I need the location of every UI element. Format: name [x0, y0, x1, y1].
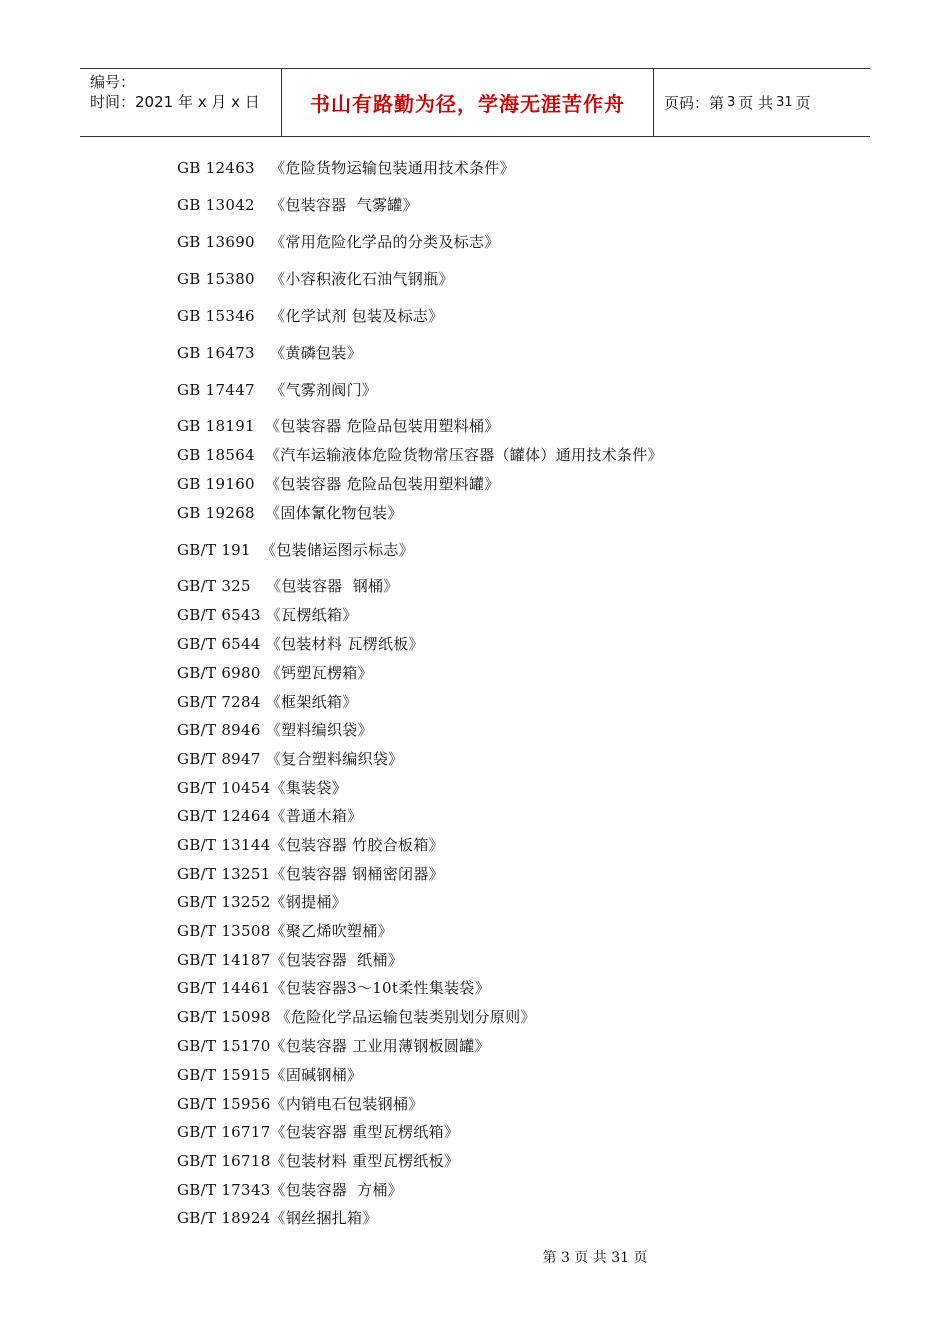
- header-meta: [80, 69, 281, 136]
- standard-line: GB 13690 《常用危险化学品的分类及标志》: [177, 233, 500, 251]
- standard-line: GB/T 15915《固碱钢桶》: [177, 1066, 363, 1084]
- standard-line: GB/T 16717《包装容器 重型瓦楞纸箱》: [177, 1123, 460, 1141]
- page-suffix: 页: [795, 94, 811, 112]
- page-middle: 页 共: [738, 94, 774, 112]
- page-footer: 第 3 页 共 31 页: [542, 1250, 648, 1266]
- standard-line: GB/T 17343《包装容器 方桶》: [177, 1181, 404, 1199]
- page-total: 31: [776, 95, 793, 110]
- standard-line: GB 19268 《固体氰化物包装》: [177, 504, 403, 522]
- standard-line: GB/T 14461《包装容器3～10t柔性集装袋》: [177, 979, 491, 997]
- standard-line: GB/T 13252《钢提桶》: [177, 893, 348, 911]
- standard-line: GB 13042 《包装容器 气雾罐》: [177, 196, 418, 214]
- standard-line: GB/T 6543 《瓦楞纸箱》: [177, 606, 358, 624]
- standard-line: GB/T 6980 《钙塑瓦楞箱》: [177, 664, 373, 682]
- header-motto: 书山有路勤为径，学海无涯苦作舟: [281, 69, 654, 136]
- standard-line: GB 15346 《化学试剂 包装及标志》: [177, 307, 444, 325]
- standard-line: GB/T 7284 《框架纸箱》: [177, 693, 358, 711]
- standard-line: GB 18564 《汽车运输液体危险货物常压容器（罐体）通用技术条件》: [177, 446, 663, 464]
- header-page-number: [654, 69, 870, 136]
- time-label: 时间：2021 年 x 月 x 日: [90, 93, 260, 111]
- standard-line: GB 15380 《小容积液化石油气钢瓶》: [177, 270, 454, 288]
- standard-line: GB/T 8946 《塑料编织袋》: [177, 721, 373, 739]
- standard-line: GB/T 191 《包装储运图示标志》: [177, 541, 414, 559]
- standard-line: GB 17447 《气雾剂阀门》: [177, 381, 378, 399]
- standard-line: GB/T 10454《集装袋》: [177, 779, 348, 797]
- standard-line: GB/T 15956《内销电石包装钢桶》: [177, 1095, 424, 1113]
- standard-line: GB/T 13508《聚乙烯吹塑桶》: [177, 922, 393, 940]
- standard-line: GB 18191 《包装容器 危险品包装用塑料桶》: [177, 417, 500, 435]
- standard-line: GB/T 15098 《危险化学品运输包装类别划分原则》: [177, 1008, 536, 1026]
- standard-line: GB/T 13251《包装容器 钢桶密闭器》: [177, 865, 444, 883]
- standard-line: GB/T 18924《钢丝捆扎箱》: [177, 1209, 378, 1227]
- standard-line: GB 16473 《黄磷包装》: [177, 344, 362, 362]
- standard-line: GB 12463 《危险货物运输包装通用技术条件》: [177, 159, 515, 177]
- standard-line: GB/T 6544 《包装材料 瓦楞纸板》: [177, 635, 424, 653]
- code-label: 编号：: [90, 73, 136, 91]
- standard-line: GB/T 12464《普通木箱》: [177, 807, 363, 825]
- standard-line: GB/T 14187《包装容器 纸桶》: [177, 951, 404, 969]
- page-header: [80, 68, 870, 137]
- standard-line: GB 19160 《包装容器 危险品包装用塑料罐》: [177, 475, 500, 493]
- page-current: 3: [727, 95, 736, 110]
- standard-line: GB/T 325 《包装容器 钢桶》: [177, 577, 399, 595]
- standard-line: GB/T 13144《包装容器 竹胶合板箱》: [177, 836, 444, 854]
- standard-line: GB/T 16718《包装材料 重型瓦楞纸板》: [177, 1152, 460, 1170]
- page-prefix: 页码：第: [664, 94, 725, 112]
- standard-line: GB/T 15170《包装容器 工业用薄钢板圆罐》: [177, 1037, 490, 1055]
- standard-line: GB/T 8947 《复合塑料编织袋》: [177, 750, 404, 768]
